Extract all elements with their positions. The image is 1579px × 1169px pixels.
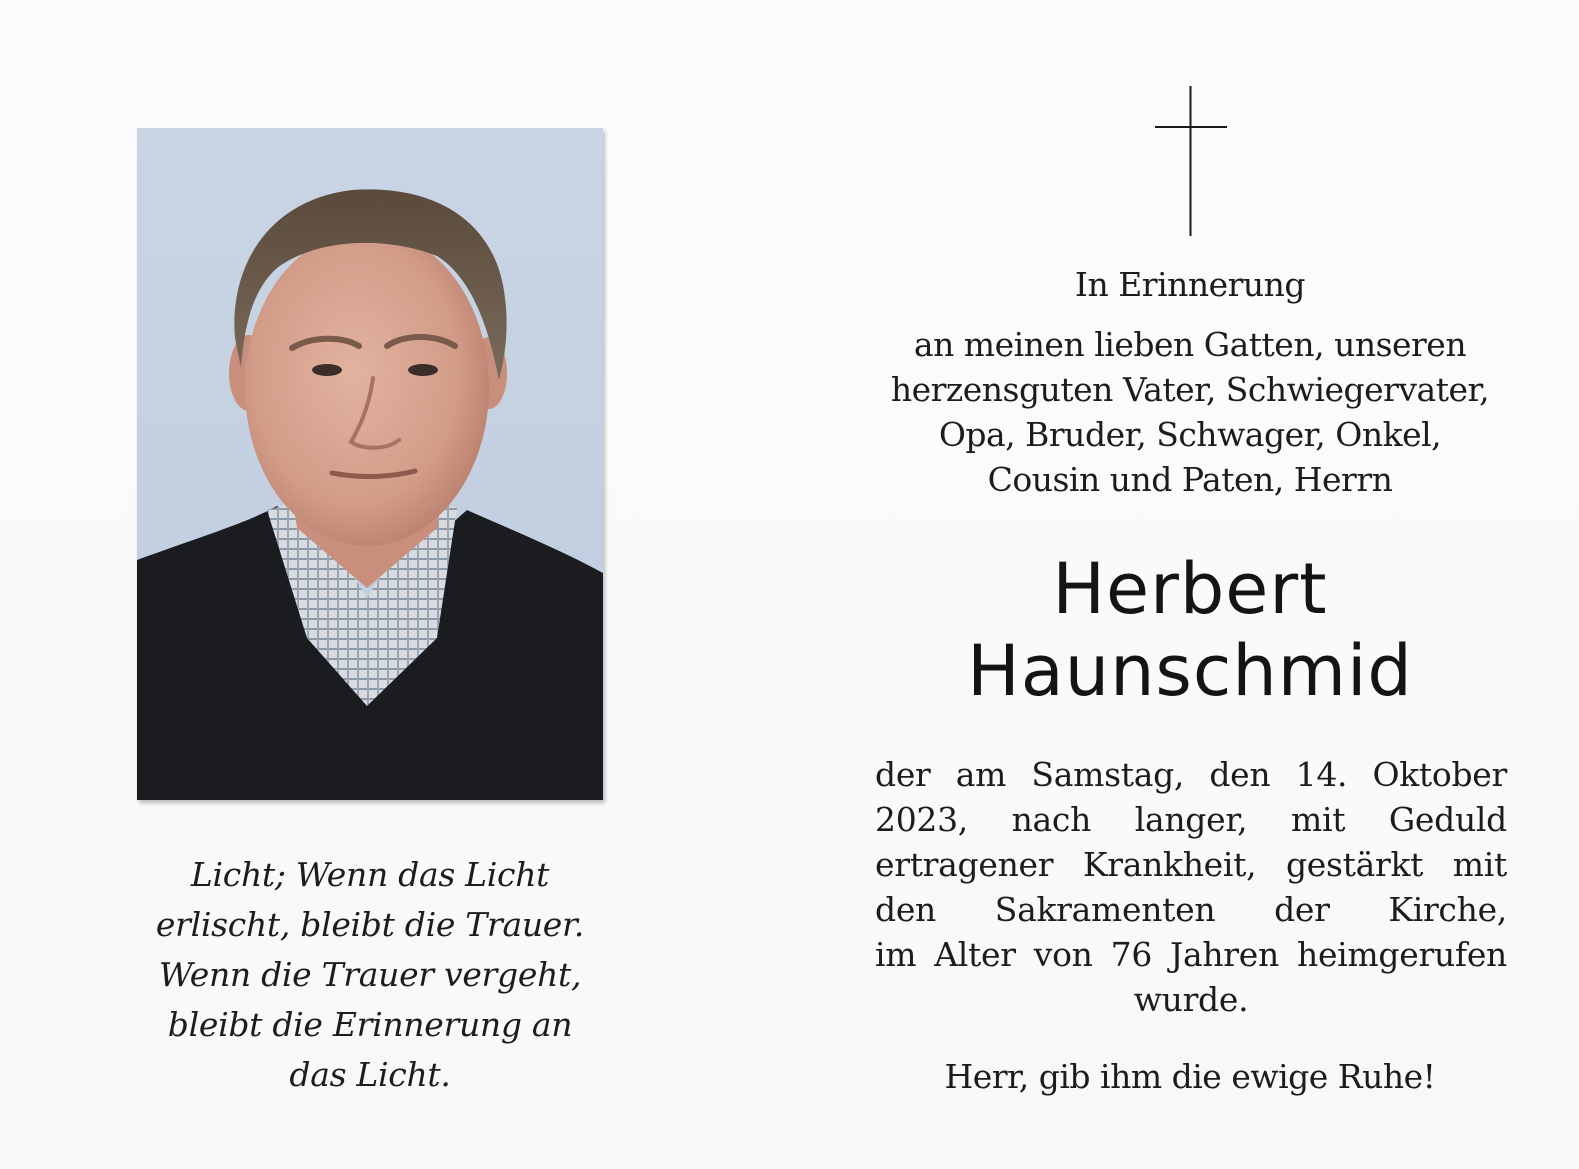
portrait-illustration [137,128,603,800]
intro-line: an meinen lieben Gatten, unseren [913,325,1467,364]
death-line: der am Samstag, den 14. Oktober [875,755,1507,794]
memorial-heading: In Erinnerung [1074,265,1306,304]
poem-line: Wenn die Trauer vergeht, [158,955,582,994]
death-line: 2023, nach langer, mit Geduld [875,800,1507,839]
intro-line: herzensguten Vater, Schwiegervater, [890,370,1490,409]
intro-line: Opa, Bruder, Schwager, Onkel, [938,415,1442,454]
portrait-photo [137,128,603,800]
poem-line: Licht; Wenn das Licht [190,855,550,894]
poem-line: das Licht. [289,1055,451,1094]
first-name: Herbert [1052,548,1328,630]
intro-line: Cousin und Paten, Herrn [987,460,1393,499]
memorial-poem [130,850,610,1100]
memorial-intro [860,322,1520,502]
closing-prayer: Herr, gib ihm die ewige Ruhe! [944,1057,1436,1096]
poem-line: erlischt, bleibt die Trauer. [155,905,585,944]
death-line: den Sakramenten der Kirche, [875,890,1507,929]
deceased-name [860,548,1520,712]
death-line: im Alter von 76 Jahren heimgerufen [875,935,1507,974]
poem-line: bleibt die Erinnerung an [167,1005,573,1044]
death-line: ertragener Krankheit, gestärkt mit [875,845,1507,884]
death-line: wurde. [1133,980,1249,1019]
death-notice [875,752,1507,1022]
last-name: Haunschmid [967,630,1413,712]
cross-icon [1150,86,1230,236]
